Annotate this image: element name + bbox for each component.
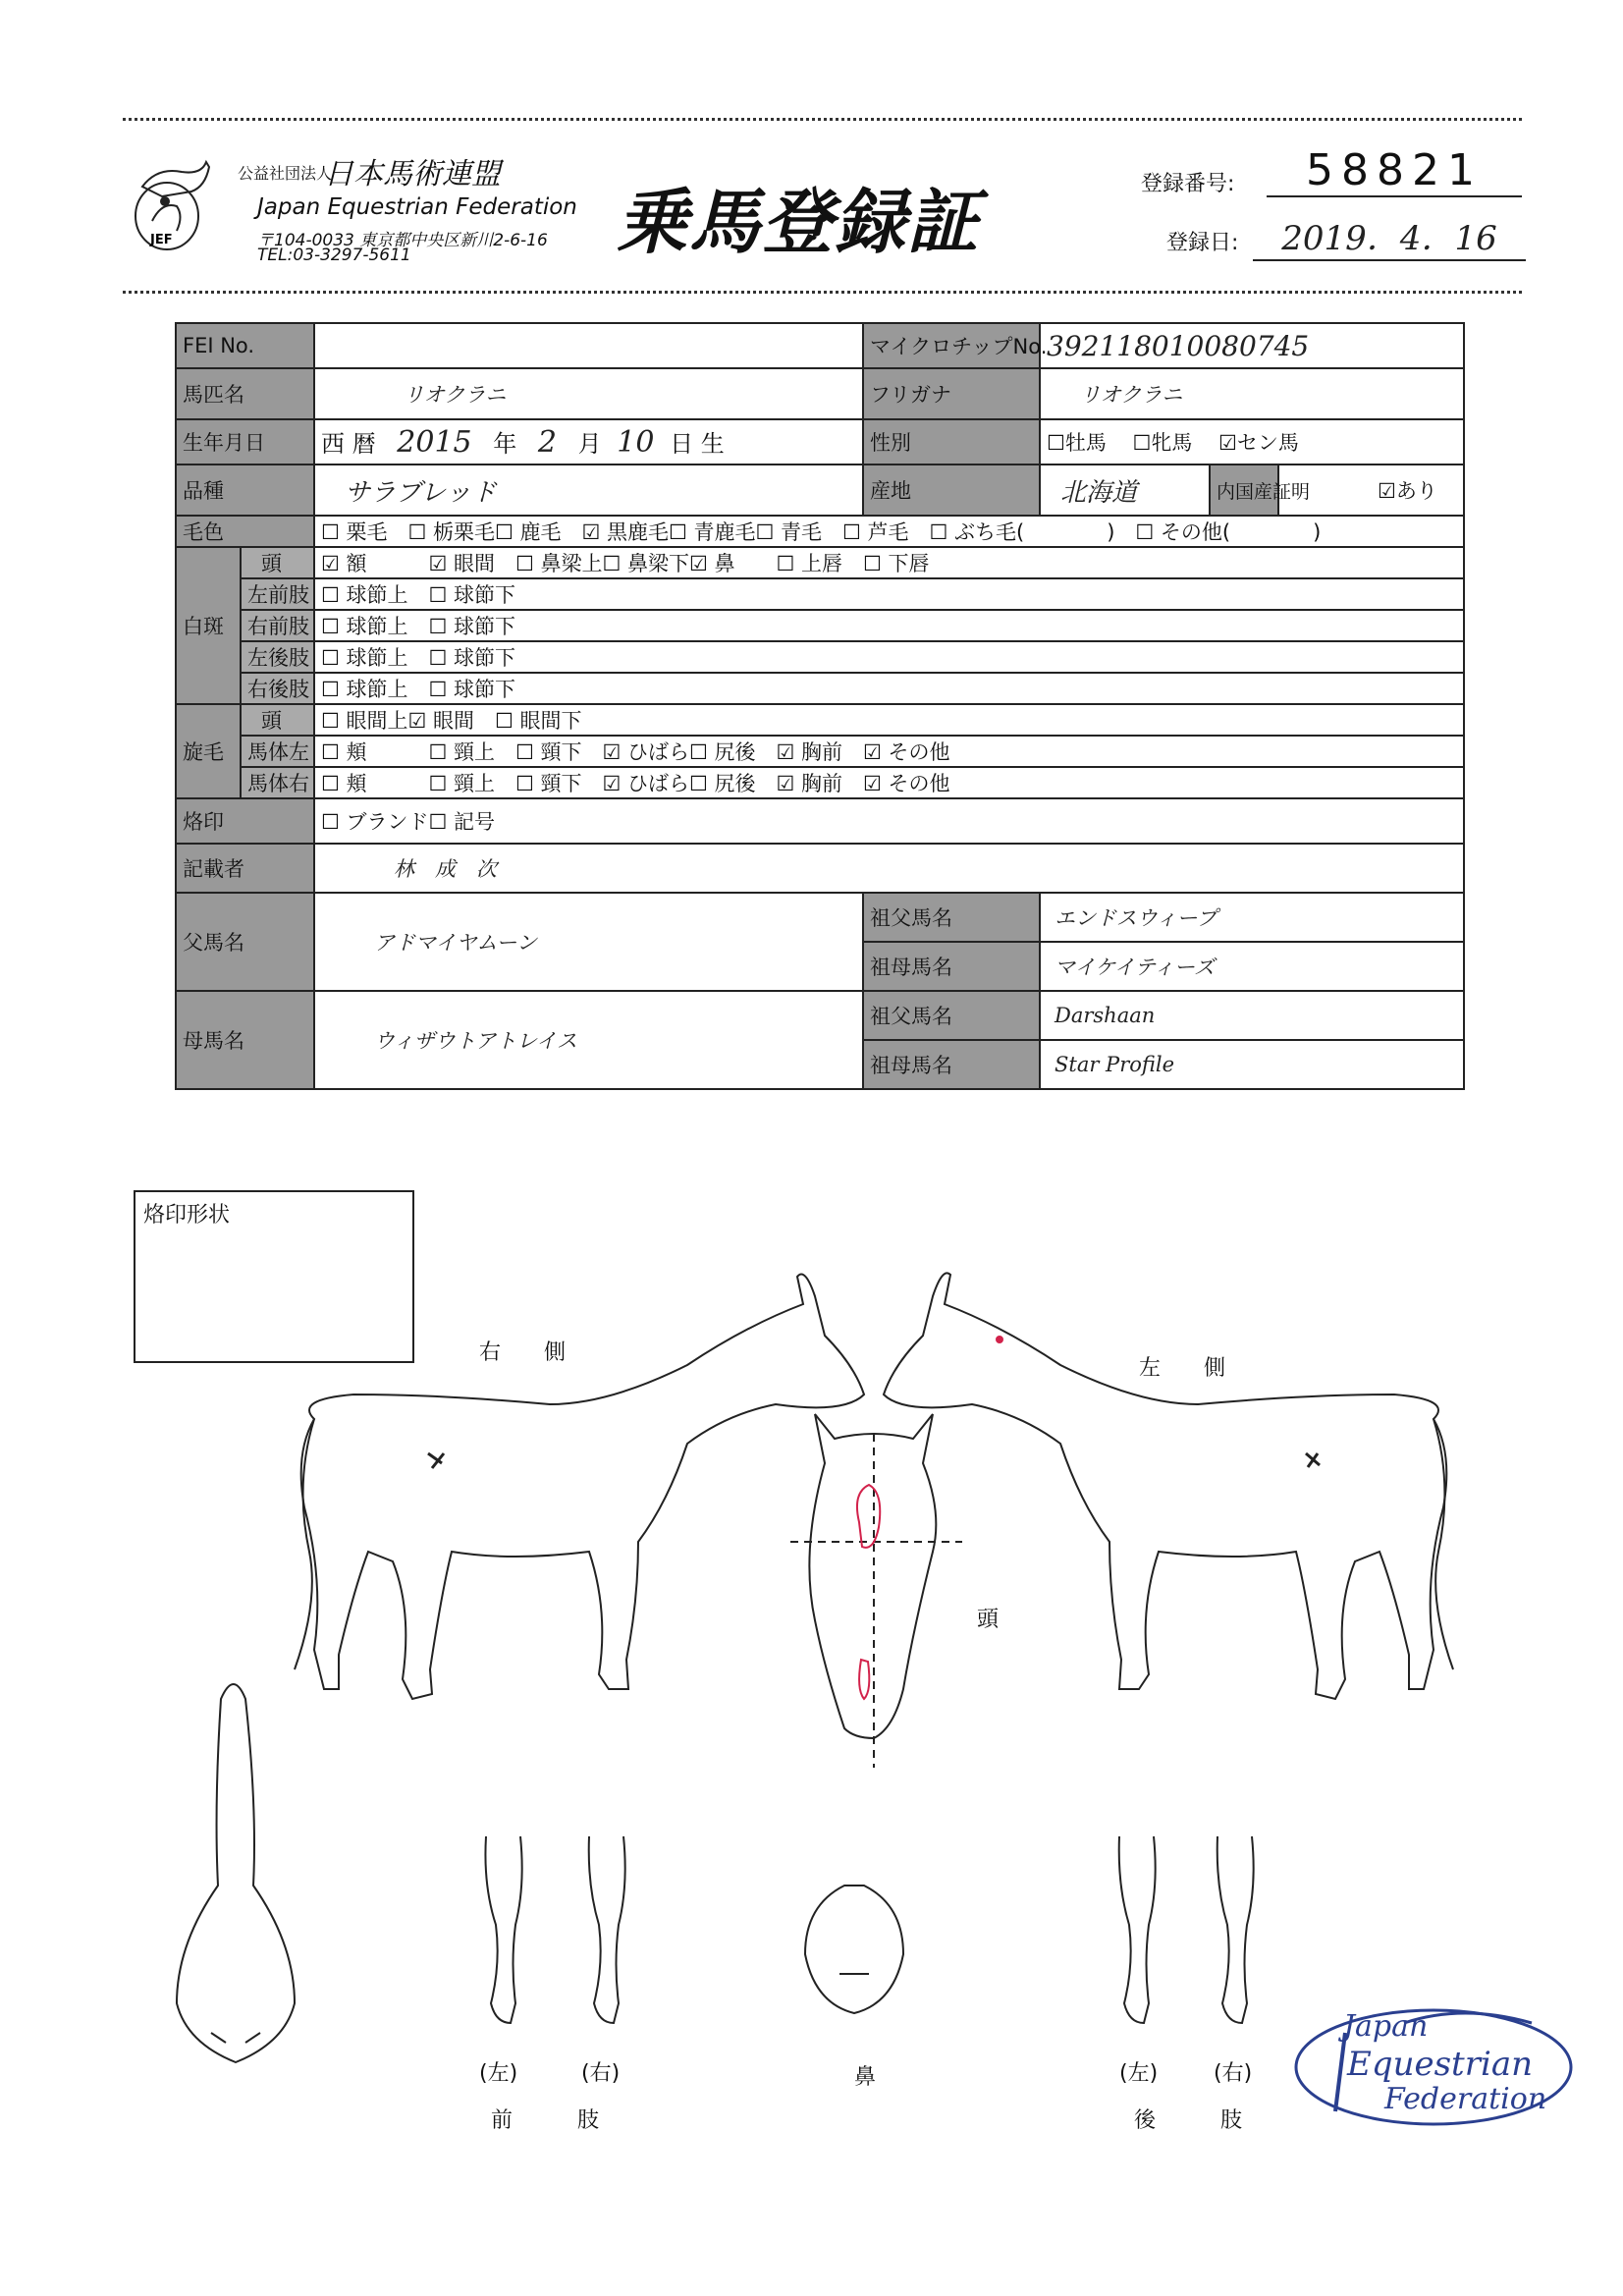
whorls-label: 旋毛 — [176, 704, 241, 798]
marking-opts-rf[interactable]: ☐ 球節上 ☐ 球節下 — [314, 610, 1464, 641]
color-label: 毛色 — [176, 516, 314, 547]
org-name-en: Japan Equestrian Federation — [257, 194, 577, 220]
cert-label: 内国産証明 — [1210, 465, 1278, 516]
header-divider — [123, 291, 1522, 303]
marking-part-lf: 左前肢 — [241, 578, 314, 610]
sire-label: 父馬名 — [176, 893, 314, 991]
birth-value — [314, 419, 863, 465]
sire-grandsire-label: 祖父馬名 — [863, 893, 1040, 942]
furigana-label: フリガナ — [863, 368, 1040, 419]
marking-opts-head[interactable]: ☑ 額 ☑ 眼間 ☐ 鼻梁上☐ 鼻梁下☑ 鼻 ☐ 上唇 ☐ 下唇 — [314, 547, 1464, 578]
brand-shape-label: 烙印形状 — [143, 1203, 231, 1228]
brand-options[interactable]: ☐ ブランド☐ 記号 — [314, 798, 1464, 844]
sire-granddam-label: 祖母馬名 — [863, 942, 1040, 991]
markings-label: 白斑 — [176, 547, 241, 704]
org-address: 〒104-0033 東京都中央区新川2-6-16 — [257, 231, 548, 250]
sex-option-gelding[interactable]: ☑セン馬 — [1218, 431, 1299, 455]
horse-nose — [805, 1886, 903, 2013]
reg-date-value: 2019．4．16 — [1253, 211, 1526, 261]
chip-value: 392118010080745 — [1040, 323, 1464, 368]
dam-value: ウィザウトアトレイス — [314, 991, 863, 1089]
jef-stamp — [1286, 2003, 1581, 2131]
hind-right-caption: (右) — [1214, 2061, 1253, 2086]
stamp-line-1: Japan — [1343, 2009, 1429, 2044]
breed-label: 品種 — [176, 465, 314, 516]
sex-options — [1040, 419, 1464, 465]
sex-option-stallion[interactable]: ☐牡馬 — [1047, 431, 1107, 455]
writer-value: 林 成 次 — [314, 844, 1464, 893]
hind-left-caption: (左) — [1119, 2061, 1159, 2086]
reg-date-label: 登録日: — [1166, 231, 1239, 255]
document-title: 乗馬登録証 — [617, 181, 981, 263]
marking-opts-lf[interactable]: ☐ 球節上 ☐ 球節下 — [314, 578, 1464, 610]
name-label: 馬匹名 — [176, 368, 314, 419]
stamp-line-3: Federation — [1384, 2082, 1547, 2116]
whorl-opts-right[interactable]: ☐ 頬 ☐ 頸上 ☐ 頸下 ☑ ひばら☐ 尻後 ☑ 胸前 ☑ その他 — [314, 767, 1464, 798]
logo-text: JEF — [150, 233, 173, 247]
reg-no-value: 58821 — [1267, 145, 1522, 197]
marking-part-lh: 左後肢 — [241, 641, 314, 673]
right-side-caption: 右 側 — [479, 1340, 567, 1365]
sire-value: アドマイヤムーン — [314, 893, 863, 991]
dam-granddam-value: Star Profile — [1040, 1040, 1464, 1089]
birth-day: 10 — [617, 425, 655, 460]
birth-year: 2015 — [397, 425, 472, 460]
horse-forelegs — [485, 1836, 624, 2023]
birth-month: 2 — [537, 425, 558, 460]
brand-label: 烙印 — [176, 798, 314, 844]
birth-label: 生年月日 — [176, 419, 314, 465]
registration-form — [175, 322, 1465, 1090]
birth-month-unit: 月 — [577, 430, 602, 458]
stamp-line-2: Equestrian — [1347, 2045, 1534, 2084]
nose-caption: 鼻 — [854, 2065, 877, 2090]
dam-granddam-label: 祖母馬名 — [863, 1040, 1040, 1089]
whorl-part-right: 馬体右 — [241, 767, 314, 798]
dam-label: 母馬名 — [176, 991, 314, 1089]
color-options[interactable]: ☐ 栗毛 ☐ 栃栗毛☐ 鹿毛 ☑ 黒鹿毛☐ 青鹿毛☐ 青毛 ☐ 芦毛 ☐ ぶち毛( ) ☐ その他( ) — [314, 516, 1464, 547]
birth-era: 西 暦 — [321, 430, 376, 458]
hind-legs-caption: 後 肢 — [1134, 2108, 1243, 2133]
fore-legs-caption: 前 肢 — [491, 2108, 600, 2133]
dam-grandsire-label: 祖父馬名 — [863, 991, 1040, 1040]
whorl-part-left: 馬体左 — [241, 736, 314, 767]
sire-granddam-value: マイケイティーズ — [1040, 942, 1464, 991]
marking-part-head: 頭 — [241, 547, 314, 578]
origin-label: 産地 — [863, 465, 1040, 516]
left-side-caption: 左 側 — [1139, 1356, 1226, 1381]
sex-option-mare[interactable]: ☐牝馬 — [1132, 431, 1193, 455]
whorl-part-head: 頭 — [241, 704, 314, 736]
marking-part-rh: 右後肢 — [241, 673, 314, 704]
horse-right-side — [295, 1275, 864, 1700]
whorl-opts-head[interactable]: ☐ 眼間上☑ 眼間 ☐ 眼間下 — [314, 704, 1464, 736]
jef-logo — [123, 147, 221, 255]
whorl-opts-left[interactable]: ☐ 頬 ☐ 頸上 ☐ 頸下 ☑ ひばら☐ 尻後 ☑ 胸前 ☑ その他 — [314, 736, 1464, 767]
furigana-value: リオクラニ — [1040, 368, 1464, 419]
fore-left-caption: (左) — [479, 2061, 518, 2086]
sire-grandsire-value: エンドスウィープ — [1040, 893, 1464, 942]
fei-label: FEI No. — [176, 323, 314, 368]
reg-no-label: 登録番号: — [1141, 172, 1235, 196]
fei-value — [314, 323, 863, 368]
name-value: リオクラニ — [314, 368, 863, 419]
top-divider — [123, 118, 1522, 131]
birth-day-unit: 日 生 — [670, 430, 725, 458]
org-small: 公益社団法人 — [238, 164, 333, 183]
horse-rear-view — [177, 1684, 295, 2062]
head-caption: 頭 — [977, 1608, 1000, 1632]
chip-label: マイクロチップNo. — [863, 323, 1040, 368]
sex-label: 性別 — [863, 419, 1040, 465]
fore-right-caption: (右) — [581, 2061, 621, 2086]
horse-head-front — [790, 1414, 962, 1768]
marking-part-rf: 右前肢 — [241, 610, 314, 641]
horse-left-side — [884, 1273, 1453, 1699]
horse-hindlegs — [1119, 1836, 1254, 2023]
org-name-jp: 日本馬術連盟 — [324, 157, 501, 191]
cert-value[interactable]: ☑あり — [1278, 465, 1464, 516]
marking-opts-lh[interactable]: ☐ 球節上 ☐ 球節下 — [314, 641, 1464, 673]
marking-opts-rh[interactable]: ☐ 球節上 ☐ 球節下 — [314, 673, 1464, 704]
writer-label: 記載者 — [176, 844, 314, 893]
birth-year-unit: 年 — [493, 430, 517, 458]
org-tel: TEL:03-3297-5611 — [257, 246, 411, 265]
origin-value: 北海道 — [1040, 465, 1210, 516]
breed-value: サラブレッド — [314, 465, 863, 516]
dam-grandsire-value: Darshaan — [1040, 991, 1464, 1040]
